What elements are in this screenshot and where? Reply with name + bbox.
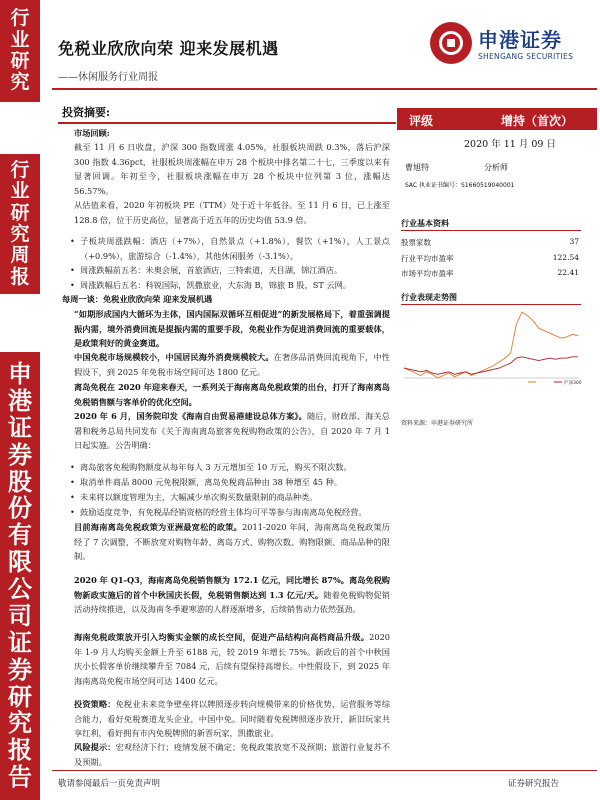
- sidebar-char: 报: [10, 265, 30, 288]
- chart-series-line-1: [404, 357, 578, 375]
- industry-info-divider: [401, 230, 581, 231]
- paragraph-market-size: 中国免税市场规模较小，中国居民海外消费规模较大。在奢侈品消费回流视角下，中性假设下，到 2025 年免税市场空间可达 1800 亿元。: [74, 352, 390, 377]
- sidebar-char: 行: [10, 159, 30, 182]
- rating-banner: [397, 108, 597, 130]
- company-logo: [430, 22, 590, 70]
- chart-series-line-0: [404, 312, 578, 378]
- sidebar-char: 研: [10, 201, 30, 224]
- sidebar-tag-industry-research: [0, 0, 40, 102]
- report-date: 2020 年 11 月 09 日: [464, 139, 556, 150]
- bullet-policy-limit: • 取消单件商品 8000 元免税限额，离岛免税商品种由 38 种增至 45 种。: [70, 475, 390, 490]
- sidebar-char: 股: [8, 466, 32, 496]
- bullet-top-five: • 周涨跌幅前五名：米奥会展，首旅酒店，三特索道，天目湖，锦江酒店。: [70, 263, 390, 278]
- sac-license: SAC 执业证书编号：S1660519040001: [405, 182, 515, 189]
- sidebar-char: 公: [8, 574, 32, 603]
- sidebar-char: 港: [8, 385, 32, 415]
- sidebar-tag-weekly-report: [0, 154, 40, 294]
- footer-divider: [52, 770, 597, 771]
- logo-text-en: SHENGANG SECURITIES: [478, 52, 574, 61]
- sidebar-char: 申: [8, 359, 32, 388]
- paragraph-market-review: 截至 11 月 6 日收盘，沪深 300 指数周涨 4.05%，社服板块周跌 0.3%，落后沪深 300 指数 4.36pct，社服板块周涨幅在申万 28 个板块中排名第二十七，三季度以来有显著回调。年初至今，社服板块涨幅在申万 28 个板块中位列第 3 位，涨幅达 56.57%。: [74, 142, 390, 196]
- paragraph-loosest-policy: 目前海南离岛免税政策为亚洲最宽松的政策。2011-2020 年间，海南离岛免税政策历经了 7 次调整，不断放宽对购物年龄、离岛方式、购物次数、购物限额、商品品种的限制。: [74, 522, 390, 562]
- sidebar-char: 周: [10, 244, 30, 267]
- sidebar-char: 告: [8, 762, 32, 792]
- bullet-policy-quota: • 离岛旅客免税购物额度从每年每人 3 万元增加至 10 万元，购买不限次数。: [70, 460, 390, 475]
- bullet-subsector: • 子板块周涨跌幅：酒店（+7%），自然景点（+1.8%），餐饮（+1%），人工景点（+0.9%），旅游综合（-1.4%），其他休闲服务（-3.1%）。: [70, 234, 390, 263]
- sidebar-char: 券: [8, 439, 32, 469]
- sidebar-char: 证: [8, 627, 32, 657]
- paragraph-hainan-spring: 离岛免税在 2020 年迎来春天，一系列关于海南离岛免税政策的出台，打开了海南离岛免税销售额与客单价的优化空间。: [74, 382, 390, 407]
- logo-mark-icon: [430, 22, 472, 64]
- paragraph-dual-circulation: “如期形成国内大循环为主体，国内国际双循环互相促进”的新发展格局下，着重强调提振内需，境外消费回流是提振内需的重要手段，免税业作为促进消费回流的重要载体，是政策利好的黄金赛道。: [74, 309, 390, 349]
- sidebar-char: 究: [10, 71, 30, 94]
- rating-value: 增持（首次）: [500, 114, 573, 128]
- bullet-bottom-five: • 周涨跌幅后五名：科锐国际，凯撒旅业，大东海 B，锦旅 B 股，ST 云网。: [70, 278, 390, 293]
- sidebar-tag-company-name: [0, 352, 40, 800]
- bullet-policy-competition: • 鼓励适度竞争，有免税品经销资格的经营主体均可平等参与海南离岛免税经营。: [70, 505, 390, 520]
- report-title: 免税业欣欣向荣 迎来发展机遇: [58, 39, 279, 58]
- summary-divider: [58, 122, 396, 124]
- logo-text-cn: 申港证券: [478, 28, 562, 52]
- sidebar-char: 证: [8, 412, 32, 442]
- info-row: 行业平均市盈率 122.54: [401, 253, 579, 263]
- info-row: 市场平均市盈率 22.41: [401, 268, 579, 278]
- report-subtitle: ——休闲服务行业周报: [58, 72, 158, 83]
- paragraph-per-capita: 海南免税政策放开引入均衡实金额的成长空间，促进产品结构向高档商品升级。2020 年 1-9 月人均购买金额上升至 6188 元，较 2019 年增长 75%。新政后的首个中秋国庆小长假客单价继续攀升至 7084 元，后续有望保持高增长。中性假设下，到 2025 年海南离岛免税市场空间可达 1400 亿元。: [74, 632, 390, 686]
- paragraph-valuation: 从估值来看，2020 年初板块 PE（TTM）处于近十年低谷。至 11 月 6 日，已上涨至 128.8 倍，位于历史高位，显著高于近五年的历史均值 53.9 倍。: [74, 200, 390, 225]
- sidebar-char: 研: [8, 681, 32, 711]
- paragraph-policy-announce: 2020 年 6 月，国务院印发《海南自由贸易港建设总体方案》。随后，财政部、海关总署和税务总局共同发布《关于海南离岛旅客免税购物政策的公告》，自 2020 年 7 月 1 日起实施。公告明确：: [74, 411, 390, 451]
- info-row: 股票家数 37: [401, 237, 579, 247]
- paragraph-risk: 风险提示：宏观经济下行；疫情发展不确定；免税政策放宽不及预期；旅游行业复苏不及预期。: [74, 742, 390, 767]
- footer-label: 证券研究报告: [508, 779, 560, 789]
- paragraph-strategy: 投资策略：免税业未来竞争壁垒将以牌照逐步转向规模带来的价格优势，运营服务等综合能力，看好免税赛道龙头企业，中国中免。同时随着免税牌照逐步放开，新旧玩家共享红利，看好拥有市内免税牌照的新晋玩家，凯撒旅业。: [74, 699, 390, 739]
- sidebar-char: 业: [10, 28, 30, 51]
- sidebar-char: 券: [8, 654, 32, 684]
- chart-source: 资料来源：申港证券研究所: [401, 420, 474, 427]
- chart-divider: [401, 304, 581, 305]
- performance-chart: [400, 306, 582, 386]
- bullet-policy-quantity: • 未来将以额度管理为主，大幅减少单次购买数量限制的商品种类。: [70, 490, 390, 505]
- sidebar-char: 份: [8, 493, 32, 523]
- summary-section-title: 投资摘要:: [62, 106, 111, 119]
- sidebar-char: 业: [10, 180, 30, 203]
- sidebar-char: 限: [8, 547, 32, 577]
- rating-label: 评级: [409, 114, 434, 128]
- sidebar-char: 报: [8, 735, 32, 765]
- analyst-name: 曹旭特: [405, 163, 429, 172]
- industry-info-title: 行业基本资料: [401, 218, 449, 228]
- sidebar-char: 究: [8, 708, 32, 738]
- sidebar-char: 研: [10, 50, 30, 72]
- header-divider: [52, 88, 597, 90]
- weekly-topic-heading: 每周一谈：免税业欣欣向荣 迎来发展机遇: [62, 294, 213, 304]
- market-review-heading: 市场回顾:: [74, 128, 110, 138]
- paragraph-sales-q1q3: 2020 年 Q1-Q3，海南离岛免税销售额为 172.1 亿元，同比增长 87%。离岛免税购物新政实施后的首个中秋国庆长假，免税销售额达到 1.3 亿元/天。随着免税购物促销活动持续推进，以及海南冬季避寒游的人群逐渐增多，后续销售动力依然强劲。: [74, 575, 390, 615]
- sidebar-char: 有: [8, 520, 32, 550]
- sidebar-char: 行: [10, 7, 30, 30]
- sidebar: [0, 0, 40, 800]
- analyst-role: 分析师: [484, 163, 508, 172]
- footer-disclaimer: 敬请参阅最后一页免责声明: [58, 779, 161, 789]
- chart-title: 行业表现走势图: [401, 292, 457, 302]
- chart-legend-label: 沪深300: [564, 381, 582, 386]
- sidebar-char: 究: [10, 223, 30, 245]
- sidebar-char: 司: [8, 600, 32, 630]
